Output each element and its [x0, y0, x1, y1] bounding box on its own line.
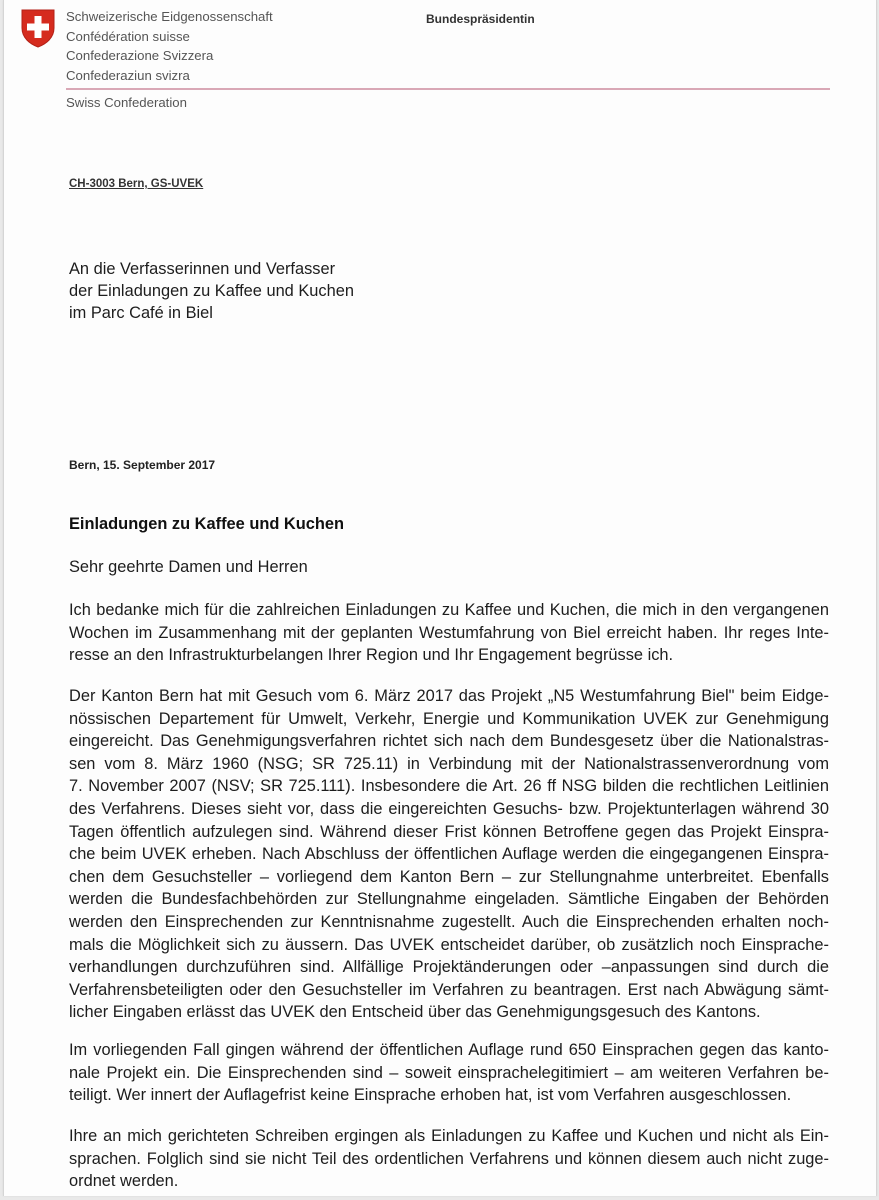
addressee-line: An die Verfasserinnen und Verfasser — [69, 260, 336, 278]
text-line: che beim UVEK erheben. Nach Abschluss der öffentlichen Auflage werden die eingegangenen Einspra- — [69, 845, 829, 864]
text-line: sprachen. Folglich sind sie nicht Teil des ordentlichen Verfahrens und können diesem auch nicht zuge- — [69, 1149, 829, 1168]
text-line: nale Projekt ein. Die Einsprechenden sind – soweit einsprachelegitimiert – am weiteren Verfahren be- — [69, 1063, 829, 1082]
text-line: chen dem Gesuchsteller – vorliegend dem Kanton Bern – zur Stellungnahme unterbreitet. Ebenfalls — [69, 867, 829, 886]
text-line: teiligt. Wer innert der Auflagefrist keine Einsprache erhoben hat, ist vom Verfahren ausgeschlossen. — [69, 1086, 792, 1105]
text-line: Der Kanton Bern hat mit Gesuch vom 6. März 2017 das Projekt „N5 Westumfahrung Biel" beim Eidge- — [69, 687, 829, 705]
text-line: Im vorliegenden Fall gingen während der öffentlichen Auflage rund 650 Einsprachen gegen das kanto- — [69, 1041, 829, 1059]
federation-line-fr: Confédération suisse — [66, 28, 190, 44]
text-line: werden die Bundesfachbehörden zur Stellungnahme eingeladen. Sämtliche Eingaben der Behörden — [69, 890, 829, 909]
letter-subject: Einladungen zu Kaffee und Kuchen — [69, 515, 345, 533]
salutation: Sehr geehrte Damen und Herren — [69, 558, 308, 576]
text-line: Ich bedanke mich für die zahlreichen Einladungen zu Kaffee und Kuchen, die mich in den vergangenen — [69, 601, 829, 619]
text-line: ordnet werden. — [69, 1172, 179, 1191]
text-line: nössischen Departement für Umwelt, Verkehr, Energie und Kommunikation UVEK zur Genehmigung — [69, 709, 829, 728]
text-line: Wochen im Zusammenhang mit der geplanten Westumfahrung von Biel erreicht haben. Ihr reges Inte- — [69, 623, 829, 642]
swiss-confederation-label: Swiss Confederation — [66, 95, 187, 110]
text-line: 7. November 2007 (NSV; SR 725.111). Insbesondere die Art. 26 ff NSG bilden die rechtlichen Leitlinien — [69, 777, 829, 796]
text-line: sen vom 8. März 1960 (NSG; SR 725.11) in Verbindung mit der Nationalstrassenverordnung vom — [69, 754, 829, 773]
letter-date: Bern, 15. September 2017 — [69, 458, 216, 472]
addressee-line: der Einladungen zu Kaffee und Kuchen — [69, 282, 354, 300]
text-line: verhandlungen durchzuführen sind. Allfällige Projektänderungen oder –anpassungen sind durch die — [69, 958, 829, 977]
text-line: Verfahrensbeteiligten oder den Gesuchsteller im Verfahren zu beantragen. Erst nach Abwägung sämt- — [69, 980, 829, 999]
paragraph-thanks — [69, 599, 829, 667]
federation-line-it: Confederazione Svizzera — [66, 48, 214, 64]
swiss-crest-icon — [18, 8, 58, 48]
federation-name-block — [66, 7, 273, 85]
paragraph-conclusion — [69, 1125, 829, 1193]
text-line: werden den Einsprechenden zur Kenntnisnahme zugestellt. Auch die Einsprechenden erhalten noch- — [69, 912, 829, 931]
addressee-line: im Parc Café in Biel — [69, 304, 213, 322]
sender-address-line: CH-3003 Bern, GS-UVEK — [69, 178, 204, 190]
text-line: licher Eingaben erlässt das UVEK den Entscheid über das Genehmigungsgesuch des Kantons. — [69, 1003, 761, 1022]
letter-page — [3, 0, 877, 1196]
text-line: resse an den Infrastrukturbelangen Ihrer Region und Ihr Engagement begrüsse ich. — [69, 646, 674, 665]
text-line: Tagen öffentlich aufzulegen sind. Während dieser Frist können Betroffene gegen das Projekt Einspra- — [69, 822, 829, 841]
text-line: Ihre an mich gerichteten Schreiben ergingen als Einladungen zu Kaffee und Kuchen und nicht als Ein- — [69, 1127, 829, 1145]
addressee-block — [69, 258, 354, 324]
paragraph-objections — [69, 1039, 829, 1107]
text-line: eingereicht. Das Genehmigungsverfahren richtet sich nach dem Bundesgesetz über die Nationalstras- — [69, 732, 829, 751]
federation-line-rm: Confederaziun svizra — [66, 67, 190, 83]
office-title: Bundespräsidentin — [426, 12, 535, 26]
federation-line-de: Schweizerische Eidgenossenschaft — [66, 9, 273, 24]
paragraph-procedure — [69, 685, 829, 1024]
text-line: mals die Möglichkeit sich zu äussern. Das UVEK entscheidet darüber, ob zusätzlich noch Einsprache- — [69, 935, 829, 954]
text-line: des Verfahrens. Dieses sieht vor, dass die eingereichten Gesuchs- bzw. Projektunterlagen während 30 — [69, 799, 829, 818]
letterhead-divider — [66, 88, 830, 90]
